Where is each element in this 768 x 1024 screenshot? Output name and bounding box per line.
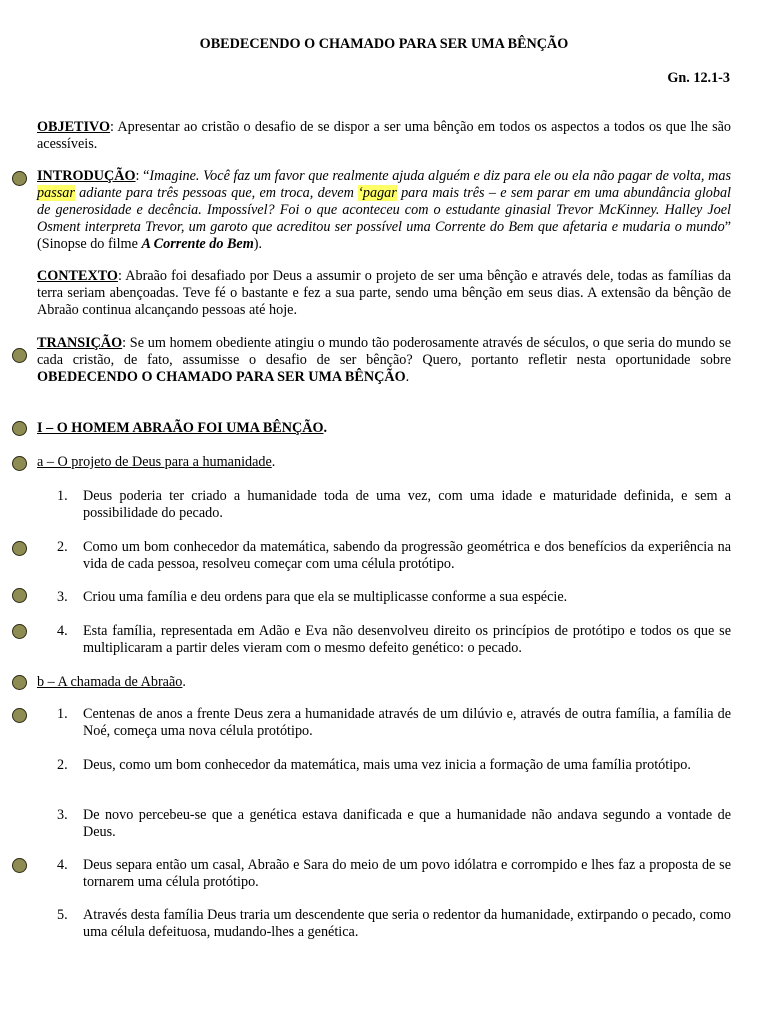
list-item [57, 539, 731, 573]
bullet-marker-icon [12, 541, 27, 556]
bullet-marker-icon [12, 708, 27, 723]
bullet-marker-icon [12, 675, 27, 690]
section-1-heading: I – O HOMEM ABRAÃO FOI UMA BÊNÇÃO [37, 420, 324, 436]
list-text: Criou uma família e deu ordens para que ela se multiplicasse conforme a sua espécie. [83, 589, 568, 605]
sub-b-heading: b – A chamada de Abraão [37, 674, 183, 690]
objetivo-paragraph [37, 119, 731, 153]
list-number: 1. [57, 706, 68, 722]
bullet-marker-icon [12, 171, 27, 186]
transicao-end: . [405, 369, 410, 385]
document-title: OBEDECENDO O CHAMADO PARA SER UMA BÊNÇÃO [199, 36, 569, 52]
highlight-pagar: ‘pagar [358, 185, 397, 201]
subsection-heading [37, 454, 275, 471]
section-1-end: . [323, 420, 328, 436]
list-number: 5. [57, 907, 68, 923]
list-number: 2. [57, 757, 68, 773]
objetivo-label: OBJETIVO [37, 119, 111, 135]
introducao-paragraph [37, 168, 731, 253]
list-item [57, 623, 731, 657]
bullet-marker-icon [12, 624, 27, 639]
introducao-after-quote: ” (Sinopse do filme [37, 219, 731, 252]
transicao-text: : Se um homem obediente atingiu o mundo tão poderosamente através de séculos, o que seria do mundo se cada cristão, de fato, assumisse o desafio de ser bênção? Quero, portanto refletir nesta oportunidade sobre [37, 335, 731, 368]
introducao-text-1: Imagine. Você faz um favor que realmente ajuda alguém e diz para ele ou ela não pagar de volta, mas [149, 168, 731, 184]
sub-a-end: . [271, 454, 276, 470]
introducao-open-quote: : “ [135, 168, 150, 184]
list-text: Deus, como um bom conhecedor da matemática, mais uma vez inicia a formação de uma família protótipo. [83, 757, 691, 773]
bullet-marker-icon [12, 588, 27, 603]
objetivo-text: : Apresentar ao cristão o desafio de se dispor a ser uma bênção em todos os aspectos a todos os que lhe são acessíveis. [37, 119, 731, 152]
list-item [57, 807, 731, 841]
transicao-label: TRANSIÇÃO [37, 335, 123, 351]
list-item [57, 907, 731, 941]
introducao-text-2: adiante para três pessoas que, em troca, devem [74, 185, 359, 201]
list-text: Deus poderia ter criado a humanidade toda de uma vez, com uma idade e maturidade definida, e sem a possibilidade do pecado. [83, 488, 731, 521]
section-heading [37, 420, 327, 437]
list-item [57, 488, 731, 522]
bullet-marker-icon [12, 421, 27, 436]
list-number: 4. [57, 623, 68, 639]
sub-a-heading: a – O projeto de Deus para a humanidade [37, 454, 272, 470]
list-item [57, 706, 731, 740]
list-number: 1. [57, 488, 68, 504]
contexto-paragraph [37, 268, 731, 319]
list-number: 4. [57, 857, 68, 873]
list-number: 2. [57, 539, 68, 555]
introducao-text-3: para mais três – e sem parar em uma abundância global de generosidade e decência. Impossível? Foi o que aconteceu com o estudante ginasial Trevor McKinney. Halley Joel Osment interpreta Trevor, um garoto que acreditou ser possível uma Corrente do Bem que afetaria e mudaria o mundo [37, 185, 732, 235]
introducao-label: INTRODUÇÃO [37, 168, 136, 184]
list-number: 3. [57, 589, 68, 605]
bullet-marker-icon [12, 456, 27, 471]
list-item [57, 757, 731, 774]
transicao-paragraph [37, 335, 731, 386]
contexto-text: : Abraão foi desafiado por Deus a assumir o projeto de ser uma bênção e através dele, todas as famílias da terra seriam abençoadas. Teve fé o bastante e fez a sua parte, sendo uma bênção em seus dias. A extensão da bênção de Abraão continua alcançando pessoas até hoje. [37, 268, 731, 318]
highlight-passar: passar [37, 185, 75, 201]
contexto-label: CONTEXTO [37, 268, 118, 284]
transicao-theme: OBEDECENDO O CHAMADO PARA SER UMA BÊNÇÃO [37, 369, 406, 385]
film-title: A Corrente do Bem [141, 236, 254, 252]
list-text: Centenas de anos a frente Deus zera a humanidade através de um dilúvio e, através de outra família, a família de Noé, começa uma nova célula protótipo. [83, 706, 731, 739]
list-text: Como um bom conhecedor da matemática, sabendo da progressão geométrica e dos benefícios da experiência na vida de cada pessoa, resolveu começar com uma célula protótipo. [83, 539, 731, 572]
list-text: Através desta família Deus traria um descendente que seria o redentor da humanidade, extirpando o pecado, como uma célula defeituosa, mudando-lhes a genética. [83, 907, 731, 940]
list-text: Deus separa então um casal, Abraão e Sara do meio de um povo idólatra e corrompido e lhes faz a proposta de se tornarem uma célula protótipo. [83, 857, 731, 890]
sub-b-end: . [182, 674, 186, 690]
list-item [57, 589, 731, 606]
list-number: 3. [57, 807, 68, 823]
list-text: De novo percebeu-se que a genética estava danificada e que a humanidade não andava segundo a vontade de Deus. [83, 807, 731, 840]
bible-reference: Gn. 12.1-3 [667, 70, 730, 86]
introducao-end: ). [253, 236, 263, 252]
list-item [57, 857, 731, 891]
bullet-marker-icon [12, 858, 27, 873]
list-text: Esta família, representada em Adão e Eva não desenvolveu direito os princípios de protótipo e todos os que se multiplicaram a partir deles vieram com o mesmo defeito genético: o pecado. [83, 623, 731, 656]
bullet-marker-icon [12, 348, 27, 363]
subsection-heading [37, 674, 186, 691]
